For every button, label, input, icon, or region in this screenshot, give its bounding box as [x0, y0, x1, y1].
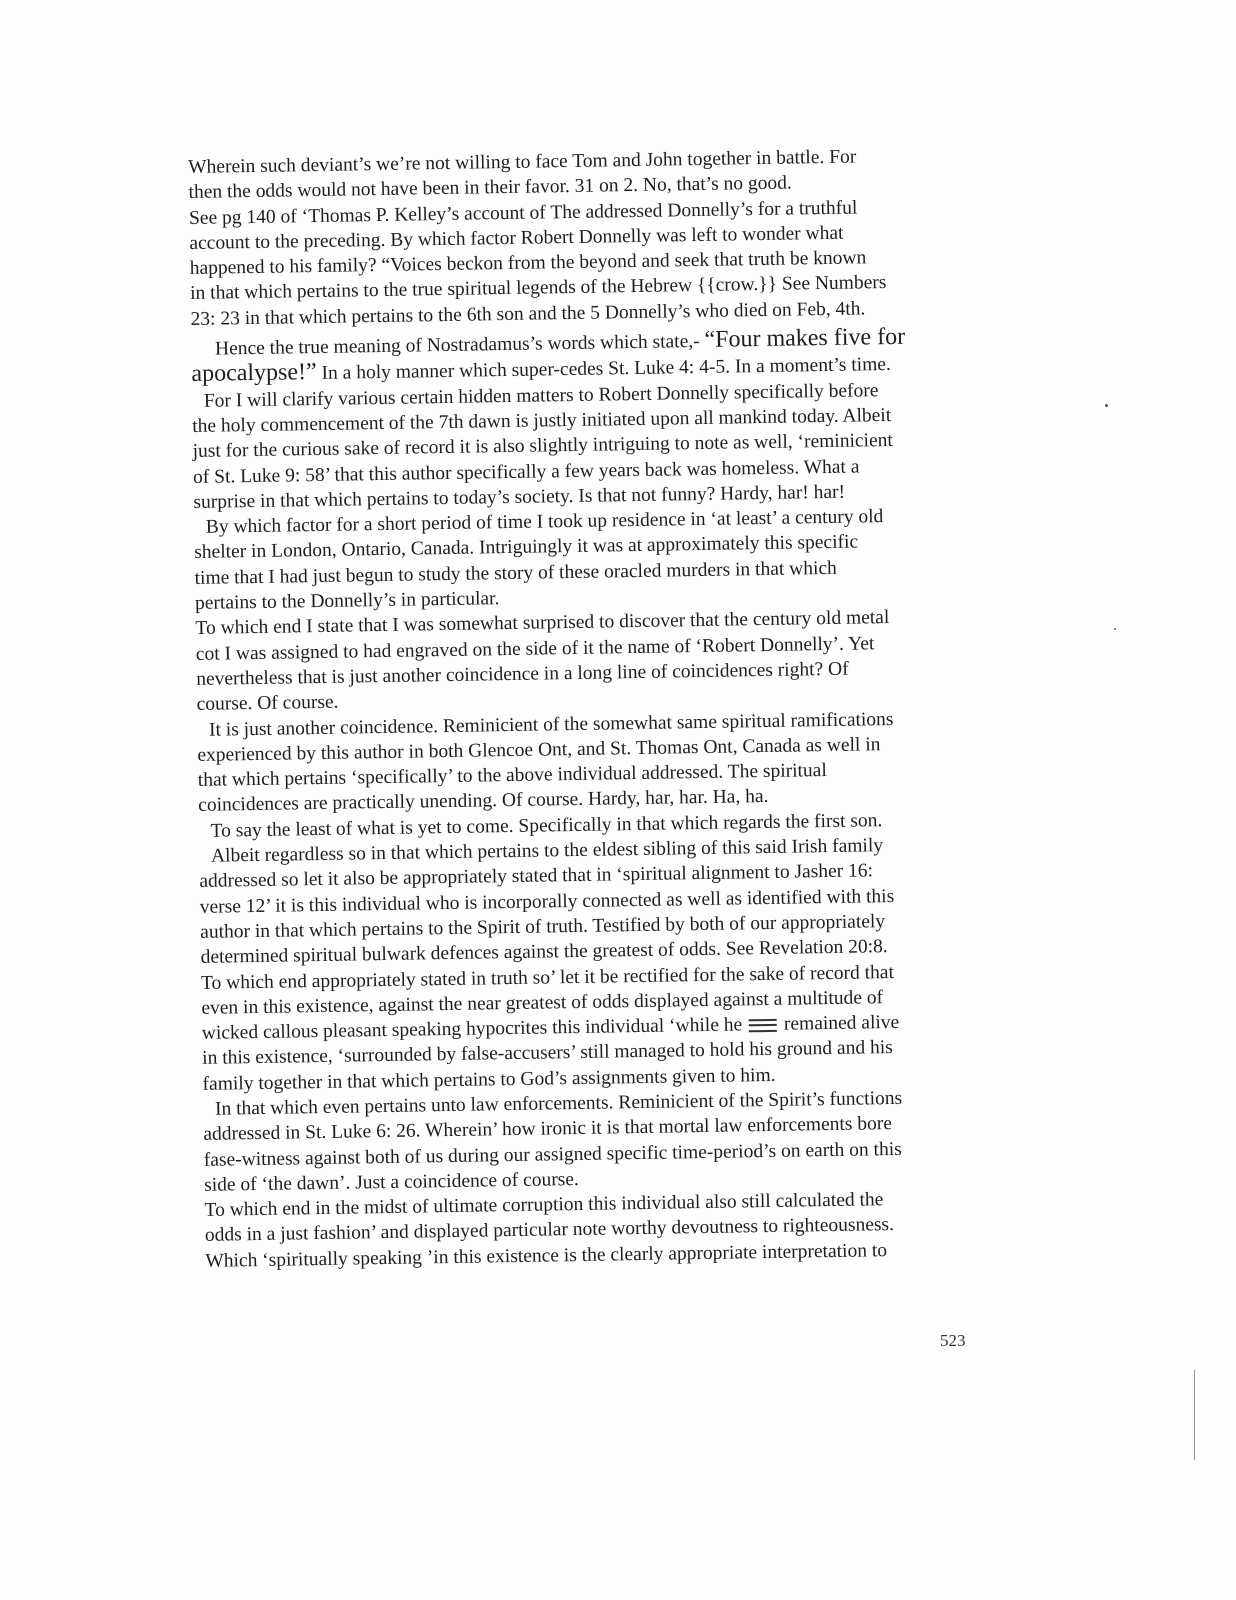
text-line: Albeit regardless so in that which pertains to the eldest sibling of this said Irish family — [210, 835, 884, 867]
text-line: course. Of course. — [196, 691, 339, 716]
scan-speck — [1114, 628, 1116, 630]
text-line: determined spiritual bulwark defences against the greatest of odds. See Revelation 20:8. — [200, 936, 888, 969]
nostradamus-quote-end: apocalypse!” — [191, 359, 317, 388]
text-line: experienced by this author in both Glencoe Ont, and St. Thomas Ont, Canada as well in — [197, 734, 881, 766]
text-line: verse 12’ it is this individual who is incorporally connected as well as identified with this — [199, 885, 895, 918]
text-line: coincidences are practically unending. Of course. Hardy, har, har. Ha, ha. — [198, 786, 769, 817]
text-line: See pg 140 of ‘Thomas P. Kelley’s account of The addressed Donnelly’s for a truthful — [188, 197, 858, 229]
text-line: family together in that which pertains to God’s assignments given to him. — [202, 1064, 776, 1095]
text-line: nevertheless that is just another coincidence in a long line of coincidences right? Of — [196, 658, 849, 690]
text-line: of St. Luke 9: 58’ that this author specifically a few years back was homeless. What a — [192, 456, 860, 488]
text-line: account to the preceding. By which factor Robert Donnelly was left to wonder what — [189, 222, 844, 254]
page-number: 523 — [940, 1331, 966, 1350]
text-line: shelter in London, Ontario, Canada. Intriguingly it was at approximately this specific — [194, 531, 859, 564]
text-line: 23: 23 in that which pertains to the 6th son and the 5 Donnelly’s who died on Feb, 4th. — [190, 298, 866, 330]
text-line: time that I had just begun to study the story of these oracled murders in that which — [194, 557, 838, 589]
text-line: cot I was assigned to had engraved on the side of it the name of ‘Robert Donnelly’. Yet — [195, 632, 875, 665]
text-line: pertains to the Donnelly’s in particular. — [194, 588, 500, 614]
scan-speck — [1105, 404, 1108, 407]
text-line: addressed in St. Luke 6: 26. Wherein’ how ironic it is that mortal law enforcements bore — [203, 1113, 893, 1146]
text-line: just for the curious sake of record it is also slightly intriguing to note as well, ‘reminicient — [192, 430, 893, 463]
text-line: To which end I state that I was somewhat surprised to discover that the century old metal — [195, 607, 890, 640]
text-line: then the odds would not have been in their favor. 31 on 2. No, that’s no good. — [188, 172, 793, 204]
text-line: happened to his family? “Voices beckon from the beyond and seek that truth be known — [189, 247, 867, 280]
while-start: wicked callous pleasant speaking hypocrites this individual ‘while he — [201, 1014, 748, 1044]
text-line: the holy commencement of the 7th dawn is justly initiated upon all mankind today. Albeit — [192, 404, 892, 437]
while-end: remained alive — [778, 1012, 900, 1035]
nostradamus-quote-start: “Four makes five for — [704, 323, 906, 353]
text-line: Which ‘spiritually speaking ’in this existence is the clearly appropriate interpretation to — [205, 1239, 888, 1272]
strikethrough-mark-icon — [749, 1019, 777, 1032]
text-line: in this existence, ‘surrounded by false-accusers’ still managed to hold his ground and his — [202, 1037, 893, 1070]
text-line: addressed so let it also be appropriately stated that in ‘spiritual alignment to Jasher 16: — [199, 860, 874, 893]
nostradamus-intro: Hence the true meaning of Nostradamus’s words which state,- — [214, 330, 705, 360]
text-line: To say the least of what is yet to come. Specifically in that which regards the first son. — [210, 809, 883, 842]
text-line: author in that which pertains to the Spirit of truth. Testified by both of our appropriately — [200, 911, 886, 943]
text-line: side of ‘the dawn’. Just a coincidence of course. — [204, 1168, 580, 1196]
apocalypse-rest: In a holy manner which super-cedes St. Luke 4: 4-5. In a moment’s time. — [316, 354, 892, 385]
body-text — [188, 142, 1005, 1273]
text-line: To which end appropriately stated in truth so’ let it be rectified for the sake of record that — [200, 961, 895, 994]
text-line: It is just another coincidence. Reminicient of the somewhat same spiritual ramifications — [208, 708, 894, 741]
text-line: In that which even pertains unto law enforcements. Reminicient of the Spirit’s functions — [214, 1087, 903, 1120]
text-line: odds in a just fashion’ and displayed particular note worthy devoutness to righteousness. — [204, 1214, 895, 1247]
text-line: Wherein such deviant’s we’re not willing to face Tom and John together in battle. For — [188, 146, 857, 178]
text-line: that which pertains ‘specifically’ to the above individual addressed. The spiritual — [197, 760, 827, 792]
text-line: surprise in that which pertains to today’s society. Is that not funny? Hardy, har! har! — [193, 481, 846, 513]
text-line: To which end in the midst of ultimate corruption this individual also still calculated the — [204, 1189, 884, 1222]
text-line: By which factor for a short period of time I took up residence in ‘at least’ a century old — [205, 506, 884, 538]
text-line: in that which pertains to the true spiritual legends of the Hebrew {{crow.}} See Numbers — [190, 272, 887, 305]
text-line: For I will clarify various certain hidden matters to Robert Donnelly specifically before — [203, 379, 879, 412]
scan-edge-mark — [1194, 1370, 1195, 1460]
text-line: even in this existence, against the near greatest of odds displayed against a multitude of — [201, 986, 884, 1019]
text-line: fase-witness against both of us during our assigned specific time-period’s on earth on this — [203, 1138, 902, 1171]
